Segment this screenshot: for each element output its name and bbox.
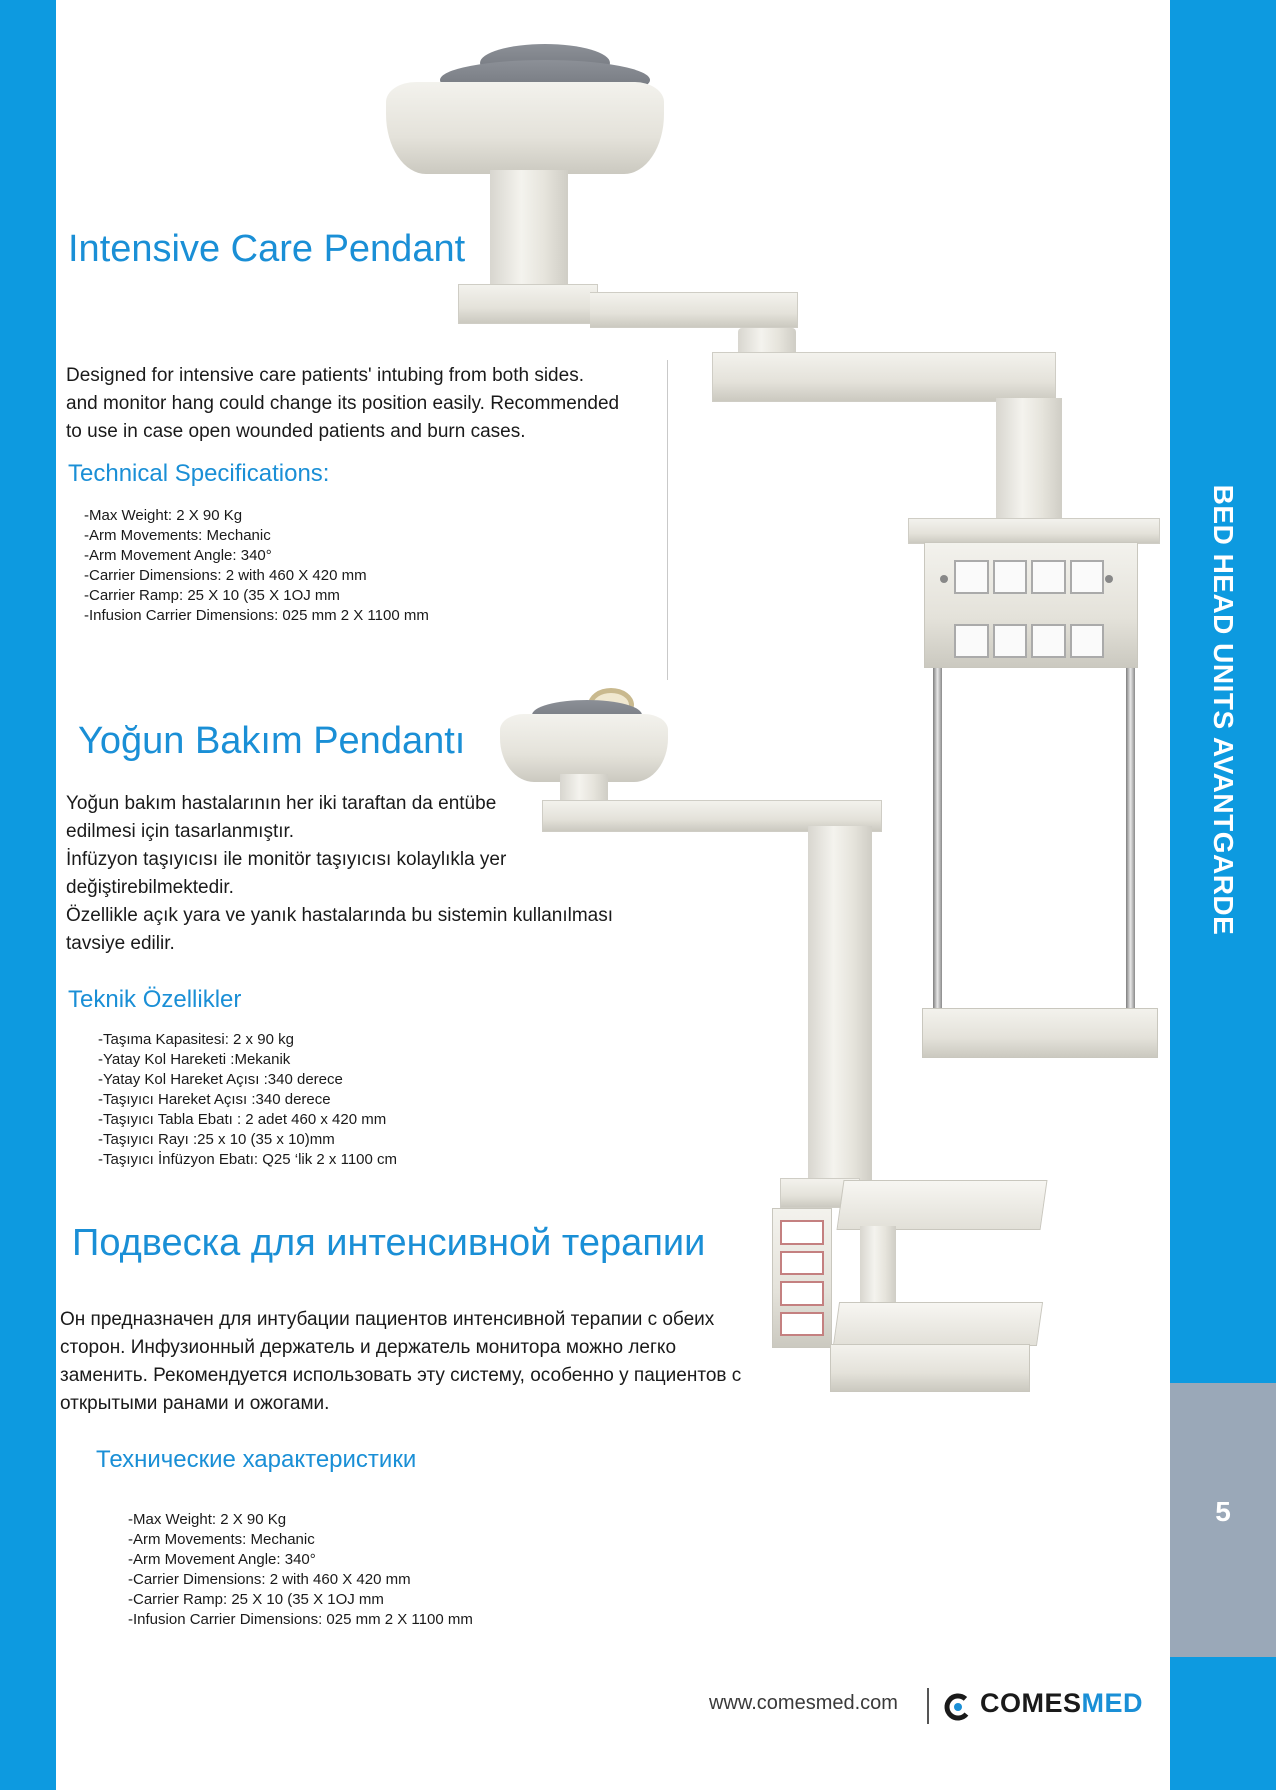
spec-item: -Max Weight: 2 X 90 Kg	[84, 507, 243, 524]
spec-item: -Taşıma Kapasitesi: 2 x 90 kg	[98, 1031, 294, 1048]
description-line: Yoğun bakım hastalarının her iki taraftan da entübe	[66, 793, 497, 814]
description-line: Designed for intensive care patients' intubing from both sides.	[66, 365, 584, 386]
description-line: edilmesi için tasarlanmıştır.	[66, 821, 295, 842]
spec-item: -Yatay Kol Hareket Açısı :340 derece	[98, 1071, 343, 1088]
spec-item: -Taşıyıcı Rayı :25 x 10 (35 x 10)mm	[98, 1131, 335, 1148]
spec-item: -Carrier Dimensions: 2 with 460 X 420 mm	[128, 1571, 411, 1588]
description-line: Özellikle açık yara ve yanık hastalarında bu sistemin kullanılması	[66, 905, 614, 926]
description-russian	[60, 1306, 800, 1418]
side-bottom-bar	[1170, 1657, 1276, 1790]
description-line: değiştirebilmektedir.	[66, 877, 234, 898]
description-turkish	[66, 790, 686, 958]
title-russian: Подвеска для интенсивной терапии	[72, 1222, 706, 1264]
specs-list-russian	[128, 1510, 473, 1630]
title-turkish: Yoğun Bakım Pendantı	[78, 720, 466, 762]
spec-item: -Arm Movements: Mechanic	[84, 527, 271, 544]
spec-item: -Taşıyıcı Tabla Ebatı : 2 adet 460 x 420 mm	[98, 1111, 387, 1128]
footer-divider	[927, 1688, 929, 1724]
spec-item: -Taşıyıcı İnfüzyon Ebatı: Q25 ‘lik 2 x 1100 cm	[98, 1151, 398, 1168]
description-english	[66, 362, 706, 446]
description-line: tavsiye edilir.	[66, 933, 175, 954]
spec-item: -Infusion Carrier Dimensions: 025 mm 2 X 1100 mm	[84, 607, 429, 624]
description-line: заменить. Рекомендуется использовать эту систему, особенно у пациентов с	[60, 1365, 742, 1386]
description-line: İnfüzyon taşıyıcısı ile monitör taşıyıcısı kolaylıkla yer	[66, 849, 507, 870]
website-link[interactable]: www.comesmed.com	[709, 1692, 898, 1714]
logo-text-part1: COMES	[980, 1688, 1082, 1718]
specs-title-turkish: Teknik Özellikler	[68, 986, 242, 1013]
spec-item: -Arm Movement Angle: 340°	[128, 1551, 316, 1568]
logo-text-part2: MED	[1081, 1688, 1144, 1718]
spec-item: -Yatay Kol Hareketi :Mekanik	[98, 1051, 291, 1068]
spec-item: -Taşıyıcı Hareket Açısı :340 derece	[98, 1091, 331, 1108]
description-line: Он предназначен для интубации пациентов интенсивной терапии с обеих	[60, 1309, 715, 1330]
section-title-vertical: BED HEAD UNITS AVANTGARDE	[1208, 484, 1239, 936]
spec-item: -Carrier Ramp: 25 X 10 (35 X 1OJ mm	[84, 587, 340, 604]
description-line: and monitor hang could change its position easily. Recommended	[66, 393, 620, 414]
spec-item: -Arm Movement Angle: 340°	[84, 547, 272, 564]
description-line: открытыми ранами и ожогами.	[60, 1393, 330, 1414]
title-english: Intensive Care Pendant	[68, 228, 466, 270]
specs-title-english: Technical Specifications:	[68, 460, 330, 487]
specs-title-russian: Технические характеристики	[96, 1446, 417, 1473]
specs-list-turkish	[98, 1030, 397, 1170]
logo-icon	[943, 1692, 973, 1722]
description-line: to use in case open wounded patients and burn cases.	[66, 421, 526, 442]
specs-list-english	[84, 506, 429, 626]
spec-item: -Max Weight: 2 X 90 Kg	[128, 1511, 287, 1528]
left-accent-bar	[0, 0, 56, 1790]
description-line: сторон. Инфузионный держатель и держатель монитора можно легко	[60, 1337, 677, 1358]
company-logo	[980, 1688, 1143, 1719]
spec-item: -Carrier Dimensions: 2 with 460 X 420 mm	[84, 567, 367, 584]
spec-item: -Carrier Ramp: 25 X 10 (35 X 1OJ mm	[128, 1591, 384, 1608]
page-number: 5	[1215, 1496, 1231, 1527]
spec-item: -Arm Movements: Mechanic	[128, 1531, 315, 1548]
spec-item: -Infusion Carrier Dimensions: 025 mm 2 X 1100 mm	[128, 1611, 473, 1628]
